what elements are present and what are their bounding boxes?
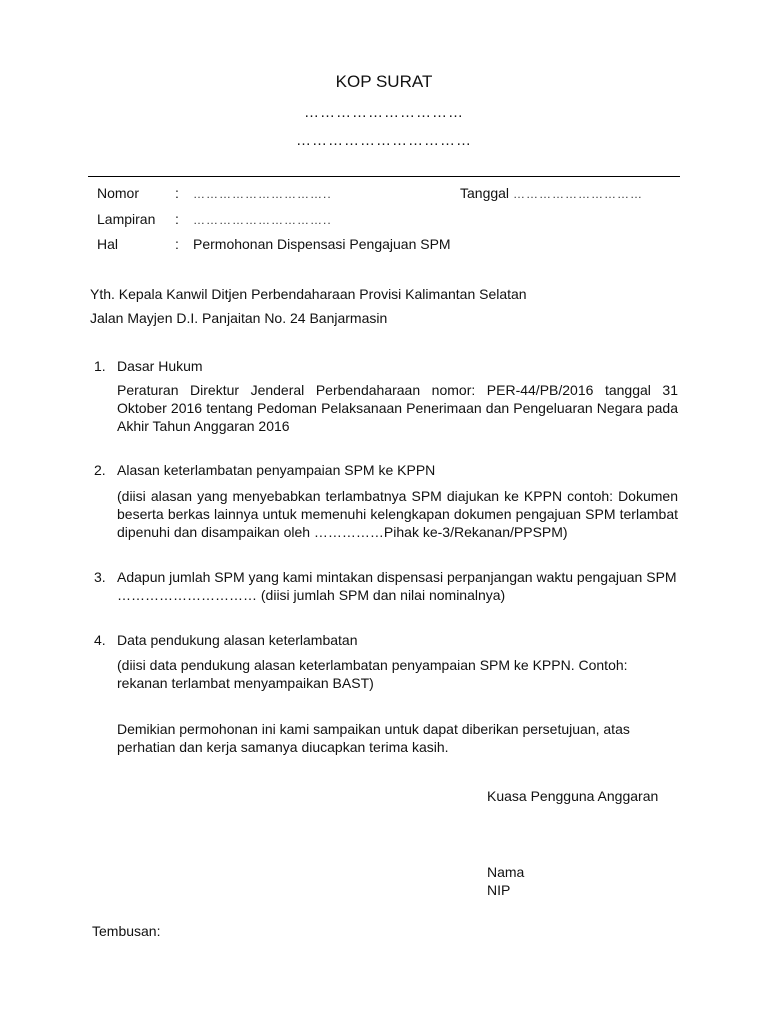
item-body: (diisi data pendukung alasan keterlambatan penyampaian SPM ke KPPN. Contoh: rekanan terlambat menyampaikan BAST) [117,657,628,691]
item-body: (diisi alasan yang menyebabkan terlambatnya SPM diajukan ke KPPN contoh: Dokumen beserta berkas lainnya untuk memenuhi kelengkapan dokumen pengajuan SPM terlambat dipenuhi dan disampaikan oleh ……………Pihak ke-3/Rekanan/PPSPM) [117,488,678,540]
letterhead-placeholder-2: …………………………… [296,132,472,149]
item-body: ………………………… (diisi jumlah SPM dan nilai nominalnya) [117,587,506,603]
item-number: 2. [94,462,106,478]
nomor-label: Nomor [97,185,140,201]
signature-role: Kuasa Pengguna Anggaran [487,788,659,804]
hal-label: Hal [97,236,119,252]
item-number: 1. [94,358,106,374]
signature-name-label: Nama [487,864,525,880]
tanggal-field [460,185,643,201]
signature-nip-label: NIP [487,882,511,898]
recipient-line-2: Jalan Mayjen D.I. Panjaitan No. 24 Banjarmasin [90,310,388,326]
tembusan-label: Tembusan: [92,923,161,939]
item-heading: Alasan keterlambatan penyampaian SPM ke KPPN [117,462,436,478]
item-heading: Adapun jumlah SPM yang kami mintakan dispensasi perpanjangan waktu pengajuan SPM [117,569,677,585]
tanggal-label: Tanggal [460,185,510,201]
hal-value: Permohonan Dispensasi Pengajuan SPM [193,236,451,252]
tanggal-value: ………………………… [512,187,643,201]
lampiran-value: ………………………….. [193,213,332,227]
item-heading: Dasar Hukum [117,358,203,374]
hal-colon: : [175,236,179,252]
nomor-colon: : [175,185,179,201]
lampiran-label: Lampiran [97,211,156,227]
item-heading: Data pendukung alasan keterlambatan [117,632,358,648]
lampiran-colon: : [175,211,179,227]
recipient-line-1: Yth. Kepala Kanwil Ditjen Perbendaharaan Provisi Kalimantan Selatan [90,286,527,302]
nomor-value: ………………………….. [193,187,332,201]
item-number: 3. [94,569,106,585]
letterhead-divider [88,176,680,177]
item-body: Peraturan Direktur Jenderal Perbendaharaan nomor: PER-44/PB/2016 tanggal 31 Oktober 2016 tentang Pedoman Pelaksanaan Penerimaan dan Pengeluaran Negara pada Akhir Tahun Anggaran 2016 [117,382,678,434]
closing-paragraph: Demikian permohonan ini kami sampaikan untuk dapat diberikan persetujuan, atas perhatian dan kerja samanya diucapkan terima kasih. [117,721,630,755]
item-number: 4. [94,632,106,648]
letterhead-placeholder-1: ………………………… [304,104,464,121]
letterhead-title: KOP SURAT [335,72,433,91]
